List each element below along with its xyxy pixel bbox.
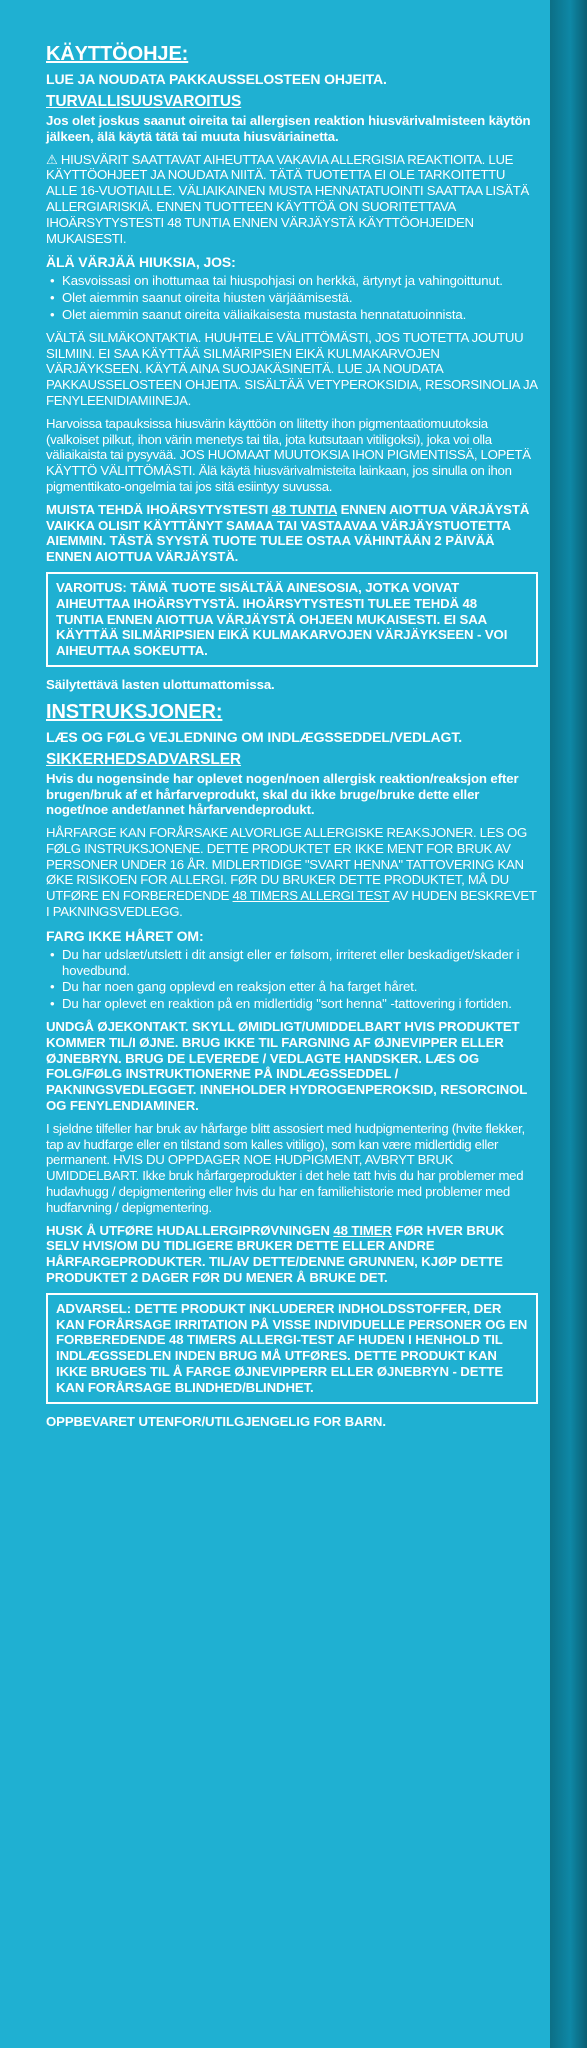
- fi-heading: KÄYTTÖOHJE:: [46, 43, 189, 65]
- no-conditions-list: [46, 947, 538, 1012]
- no-warning-paragraph: [46, 825, 538, 920]
- no-heading: INSTRUKSJONER:: [46, 700, 223, 723]
- fi-skin-test-hours: 48 TUNTIA: [271, 501, 337, 517]
- package-edge: [550, 0, 587, 2048]
- no-skin-test-text-b: FØR HVER BRUK SELV HVIS/OM DU TIDLIGERE BRUKER DETTE ELLER ANDRE HÅRFARGEPRODUKTER. TIL/AV DETTE/DENNE GRUNNEN, KJØP DETTE PRODUKTET 2 DAGER FØR DU MENER Å BRUKE DET.: [46, 1222, 505, 1286]
- list-item: • Du har udslæt/utslett i dit ansigt eller er følsom, irriteret eller beskadiget/skader i hovedbund.: [46, 947, 538, 979]
- fi-skin-test-paragraph: [46, 502, 538, 565]
- no-dont-dye-heading: FARG IKKE HÅRET OM:: [46, 927, 204, 944]
- fi-read-leaflet: LUE JA NOUDATA PAKKAUSSELOSTEEN OHJEITA.: [46, 71, 387, 87]
- no-skin-test-text-a: HUSK Å UTFØRE HUDALLERGIPRØVNINGEN: [46, 1222, 334, 1238]
- no-skin-test-paragraph: [46, 1223, 538, 1286]
- list-item: • Olet aiemmin saanut oireita väliaikaisesta mustasta hennatatuoinnista.: [46, 307, 538, 323]
- list-item: • Du har oplevet en reaktion på en midlertidig "sort henna" -tattovering i fortiden.: [46, 996, 538, 1012]
- no-eye-contact-paragraph: UNDGÅ ØJEKONTAKT. SKYLL ØMIDLIGT/UMIDDELBART HVIS PRODUKTET KOMMER TIL/I ØJNE. BRUG IKKE TIL FARGNING AF ØJNEVIPPER ELLER ØJNEBRYN. BRUG DE LEVEREDE / VEDLAGTE HANDSKER. LÆS OG FOLG/FØLG INSTRUKTIONERNE PÅ INDLÆGSSEDDEL / PAKNINGSVEDLEGGET. INNEHOLDER HYDROGENPEROKSID, RESORCINOL OG FENYLENDIAMINER.: [46, 1019, 527, 1114]
- fi-eye-contact-paragraph: VÄLTÄ SILMÄKONTAKTIA. HUUHTELE VÄLITTÖMÄSTI, JOS TUOTETTA JOUTUU SILMIIN. EI SAA KÄYTTÄÄ SILMÄRIPSIEN EIKÄ KULMAKARVOJEN VÄRJÄYKSEEN. KÄYTÄ AINA SUOJAKÄSINEITÄ. LUE JA NOUDATA PAKKAUSSELOSTEEN OHJEITA. SISÄLTÄÄ VETYPEROKSIDIA, RESORSINOLIA JA FENYLEENIDIAMIINEJA.: [46, 329, 537, 408]
- fi-children-note: Säilytettävä lasten ulottumattomissa.: [46, 676, 275, 692]
- list-item: • Du har noen gang opplevd en reaksjon etter å ha farget håret.: [46, 979, 538, 995]
- no-warning-text-b: AV HUDEN BESKREVET I PAKNINGSVEDLEGG.: [46, 888, 537, 920]
- fi-safety-heading: TURVALLISUUSVAROITUS: [46, 93, 242, 110]
- fi-warning-paragraph: [46, 152, 538, 247]
- warning-triangle-icon: ⚠: [46, 151, 58, 167]
- fi-warning-text: HIUSVÄRIT SAATTAVAT AIHEUTTAA VAKAVIA ALLERGISIA REAKTIOITA. LUE KÄYTTÖOHJEET JA NOUDATA NIITÄ. TÄTÄ TUOTETTA EI OLE TARKOITETTU ALLE 16-VUOTIAILLE. VÄLIAIKAINEN MUSTA HENNATATUOINTI SAATTAA LISÄTÄ ALLERGIARISKIÄ. ENNEN TUOTTEEN KÄYTTÖÄ ON SUORITETTAVA IHOÄRSYTYSTESTI 48 TUNTIA ENNEN VÄRJÄYSTÄ KÄYTTÖOHJEIDEN MUKAISESTI.: [46, 151, 530, 246]
- fi-allergy-paragraph: Jos olet joskus saanut oireita tai allergisen reaktion hiusvärivalmisteen käytön jälkeen, älä käytä tätä tai muuta hiusväriainetta.: [46, 113, 531, 144]
- no-safety-heading: SIKKERHEDSADVARSLER: [46, 750, 242, 768]
- fi-skin-test-text-b: ENNEN AIOTTUA VÄRJÄYSTÄ VAIKKA OLISIT KÄYTTÄNYT SAMAA TAI VASTAAVAA VÄRJÄYSTUOTETTA AIEMMIN. TÄSTÄ SYYSTÄ TUOTE TULEE OSTAA VÄHINTÄÄN 2 PÄIVÄÄ ENNEN AIOTTUA VÄRJÄYSTÄ.: [46, 501, 530, 565]
- no-pigmentation-paragraph: I sjeldne tilfeller har bruk av hårfarge blitt assosiert med hudpigmentering (hvite flekker, tap av hudfarge eller en tilstand som kalles vitiligo), som kan være midlertidig eller permanent. HVIS DU OPPDAGER NOE HUDPIGMENT, AVBRYT BRUK UMIDDELBART. Ikke bruk hårfargeprodukter i det hele tatt hvis du har problemer med hudavhugg / depigmentering eller hvis du har en familiehistorie med problemer med hudfarvning / depigmentering.: [46, 1120, 525, 1215]
- finnish-section: [46, 42, 538, 693]
- no-allergy-paragraph: Hvis du nogensinde har oplevet nogen/noen allergisk reaktion/reaksjon efter brugen/bruk af et hårfarveprodukt, skal du ikke bruge/bruke dette eller noget/noe andet/annet hårfarvendeprodukt.: [46, 770, 519, 818]
- no-skin-test-hours: 48 TIMER: [333, 1222, 392, 1238]
- list-item: • Olet aiemmin saanut oireita hiusten värjäämisestä.: [46, 290, 538, 306]
- norwegian-section: [46, 700, 538, 1430]
- fi-warning-box: VAROITUS: TÄMÄ TUOTE SISÄLTÄÄ AINESOSIA, JOTKA VOIVAT AIHEUTTAA IHOÄRSYTYSTÄ. IHOÄRSYTYSTESTI TULEE TEHDÄ 48 TUNTIA ENNEN AIOTTUA VÄRJÄYSTÄ OHJEEN MUKAISESTI. EI SAA KÄYTTÄÄ SILMÄRIPSIEN EIKÄ KULMAKARVOJEN VÄRJÄYKSEEN - VOI AIHEUTTAA SOKEUTTA.: [46, 572, 538, 667]
- fi-dont-dye-heading: ÄLÄ VÄRJÄÄ HIUKSIA, JOS:: [46, 254, 236, 271]
- no-children-note: OPPBEVARET UTENFOR/UTILGJENGELIG FOR BARN.: [46, 1413, 386, 1429]
- no-warning-box: ADVARSEL: DETTE PRODUKT INKLUDERER INDHOLDSSTOFFER, DER KAN FORÅRSAGE IRRITATION PÅ VISSE INDIVIDUELLE PERSONER OG EN FORBEREDENDE 48 TIMERS ALLERGI-TEST AF HUDEN I HENHOLD TIL INDLÆGSSEDLEN INDEN BRUG MÅ UTFØRES. DETTE PRODUKT KAN IKKE BRUGES TIL Å FARGE ØJNEVIPPERR ELLER ØJNEBRYN - DETTE KAN FORÅRSAGE BLINDHED/BLINDHET.: [46, 1293, 538, 1404]
- fi-skin-test-text-a: MUISTA TEHDÄ IHOÄRSYTYSTESTI: [46, 501, 272, 517]
- instructions-content: [46, 42, 538, 1436]
- fi-conditions-list: [46, 273, 538, 322]
- list-item: • Kasvoissasi on ihottumaa tai hiuspohjasi on herkkä, ärtynyt ja vahingoittunut.: [46, 273, 538, 289]
- no-allergy-test: 48 TIMERS ALLERGI TEST: [232, 888, 390, 904]
- no-warning-text-a: HÅRFARGE KAN FORÅRSAKE ALVORLIGE ALLERGISKE REAKSJONER. LES OG FØLG INSTRUKSJONENE. DETTE PRODUKTET ER IKKE MENT FOR BRUK AV PERSONER UNDER 16 ÅR. MIDLERTIDIGE "SVART HENNA" TATTOVERING KAN ØKE RISIKOEN FOR ALLERGI. FØR DU BRUKER DETTE PRODUKTET, MÅ DU UTFØRE EN FORBEREDENDE: [46, 825, 527, 904]
- fi-pigmentation-paragraph: Harvoissa tapauksissa hiusvärin käyttöön on liitetty ihon pigmentaatiomuutoksia (valkoiset pilkut, ihon värin menetys tai tila, jota kutsutaan vitiligoksi), joka voi olla väliaikaista tai pysyvää. JOS HUOMAAT MUUTOKSIA IHON PIGMENTISSÄ, LOPETÄ KÄYTTÖ VÄLITTÖMÄSTI. Älä käytä hiusvärivalmisteita lainkaan, jos sinulla on ihon pigmenttikato-ongelmia tai jos sitä esiintyy suvussa.: [46, 415, 531, 494]
- no-read-leaflet: LÆS OG FØLG VEJLEDNING OM INDLÆGSSEDDEL/VEDLAGT.: [46, 728, 463, 745]
